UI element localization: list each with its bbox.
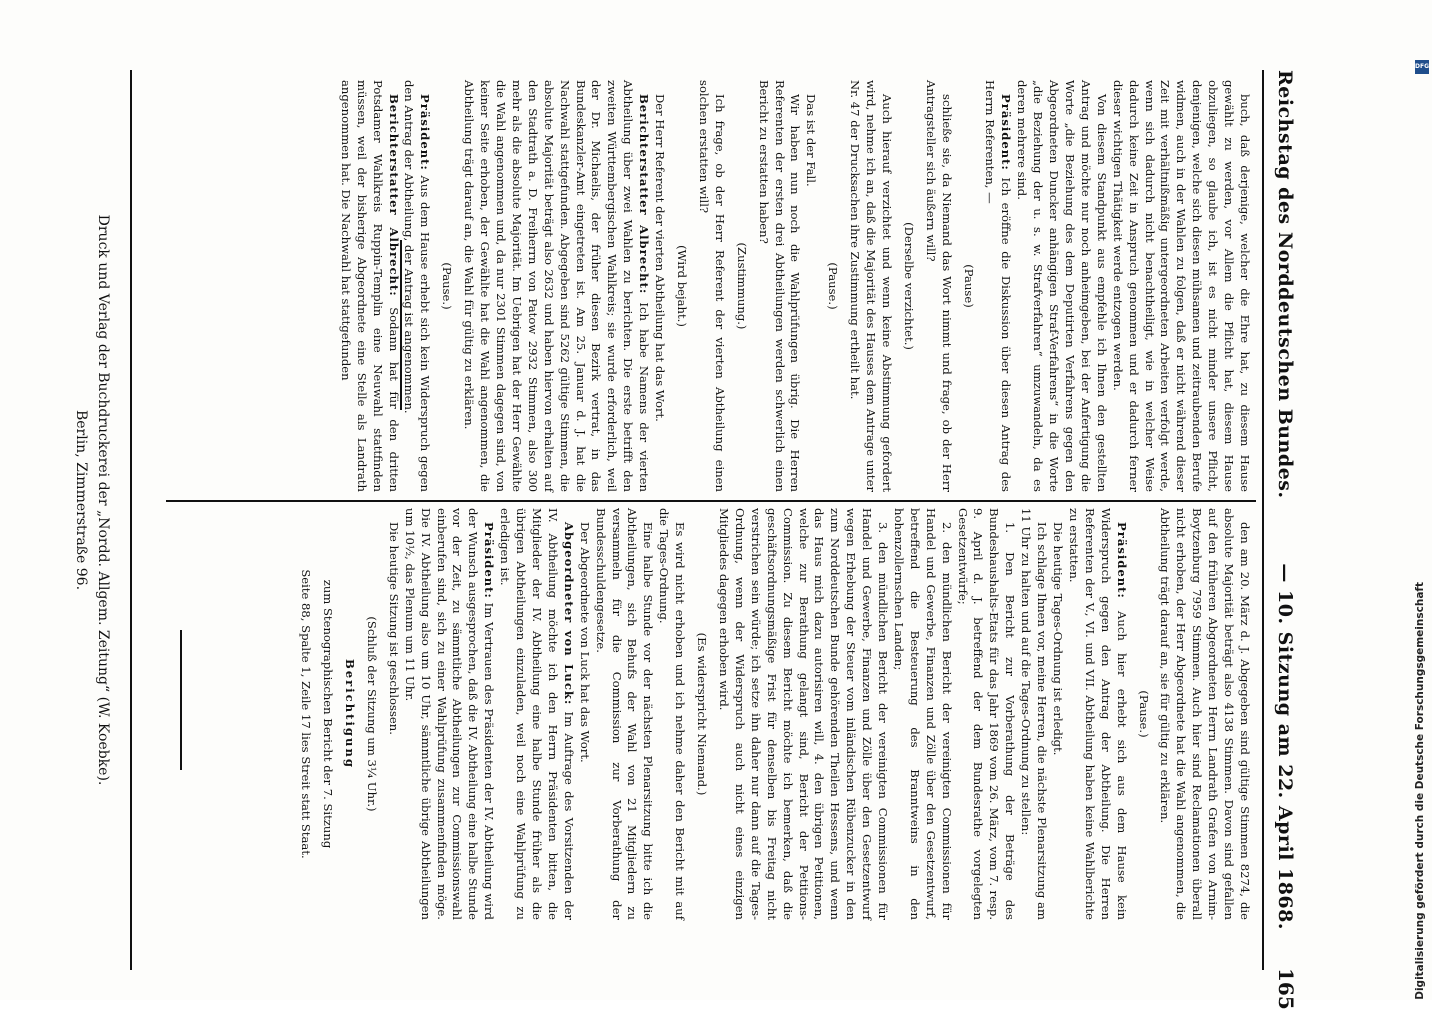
speech-paragraph (401, 508, 496, 920)
paragraph-text: buch, daß derjenige, welcher die Ehre hat, zu diesem Hause gewählt zu werden, vor Allem die Pflicht hat, diesem Hause obzuliegen, so glaube ich, ist es nicht minder unsere Pflicht, denjenigen, welche sich diesen mühsamen und zeitraubenden Berufe widmen, auch in der Wahlen zu folgen, daß er nicht während dieser Zeit mit verhältnißmäßig untergeordneten Arbeiten verfolgt werde, wenn sich dadurch nicht benachtheiligt, wie in welcher Weise dadurch keine Zeit in Anspruch genommen und er dadurch ferner dieser wichtigen Thätigkeit werde entzogen werden. (1110, 80, 1252, 492)
body-paragraph (1013, 80, 1108, 492)
stage-direction (824, 80, 840, 492)
speaker-name: Berichterstatter Albrecht: (386, 94, 401, 297)
paragraph-text: Ich eröffne die Diskussion über diesen Antrag des Herrn Referenten, — (983, 80, 1014, 493)
body-paragraph (655, 508, 687, 920)
paragraph-text: Es wird nicht erhoben und ich nehme daher den Bericht mit auf die Tages-Ordnung. (657, 508, 688, 920)
body-paragraph (802, 80, 818, 492)
stage-direction (297, 508, 313, 920)
body-paragraph (846, 80, 894, 492)
paragraph-text: Sodann hat für den dritten Potsdamer Wahlkreis Ruppin-Templin eine Neuwahl stattfinden müssen, weil der bisherige Abgeordnete eine Stelle als Landrath angenommen hat. Die Nachwahl hat stattgefunden (338, 80, 401, 492)
paragraph-text: (Pause.) (440, 262, 455, 310)
stage-direction (673, 80, 689, 492)
end-rule-right (181, 630, 183, 770)
body-paragraph (651, 80, 667, 492)
page-number: 165 (1274, 968, 1298, 1010)
speech-paragraph (982, 80, 1014, 492)
stage-direction (363, 508, 379, 920)
body-paragraph (576, 508, 592, 920)
speaker-name: Präsident: (999, 94, 1014, 171)
funding-note-text: Digitalisierung gefördert durch die Deutsche Forschungsgemeinschaft (1414, 582, 1426, 1000)
stage-direction (960, 80, 976, 492)
stage-direction (1135, 508, 1151, 920)
paragraph-text: (Es widerspricht Niemand.) (695, 632, 710, 796)
end-rule-left (401, 240, 403, 410)
paragraph-text: Wir haben nun noch die Wahlprüfungen übrig. Die Herren Referenten der ersten drei Abtheilungen werden schwerlich einen Bericht zu erstatten haben? (756, 80, 803, 492)
speech-paragraph (496, 508, 576, 920)
paragraph-text: Das ist der Fall. (804, 94, 819, 187)
footer-rule (131, 70, 133, 970)
body-paragraph (715, 508, 890, 920)
stage-direction (319, 508, 335, 920)
section-title (341, 508, 357, 920)
paragraph-text: Seite 88, Spalte 1, Zeile 17 lies Streit statt Staat. (299, 569, 314, 859)
body-paragraph (1049, 508, 1065, 920)
paragraph-text: 3. den mündlichen Bericht der vereinigten Commissionen für Handel und Gewerbe, Finanzen und Zölle über den Gesetzentwurf wegen Erhebung der Steuer vom inländischen Rübenzucker in den zum Norddeutschen Bunde gehörenden Theilen Hessens, und wenn das Haus mich dazu autorisiren will, 4. den übrigen Petitionen, welche zur Berathung gelangt sind, Bericht der Petitions-Commission. Zu diesem Bericht möchte ich bemerken, daß die geschäftsordnungsmäßige Frist für denselben bis Freitag nicht verstrichen sein würde; ich setze ihn daher nur dann auf die Tages-Ordnung, wenn der Widerspruch auch nicht eines einzigen Mitgliedes dagegen erhoben wird. (717, 508, 891, 920)
body-paragraph (922, 80, 954, 492)
body-paragraph (1017, 508, 1049, 920)
paragraph-text: (Wird bejaht.) (675, 245, 689, 327)
speaker-name: Präsident: (482, 522, 497, 599)
paragraph-text: (Pause) (961, 264, 976, 308)
imprint-line-2: Berlin, Zimmerstraße 96. (73, 409, 89, 591)
paragraph-text: Im Auftrage des Vorsitzenden der IV. Abtheilung möchte ich den Herrn Präsidenten bitten, die Mitglieder der IV. Abtheilung eine halbe Stunde früher als die übrigen Abtheilungen einzuladen, weil noch eine Wahlprüfung zu erledigen ist. (498, 508, 576, 921)
dfg-logo: DFG (1415, 60, 1429, 74)
paragraph-text: schließe sie, da Niemand das Wort nimmt und frage, ob der Herr Antragsteller sich äußern will? (923, 80, 954, 492)
paragraph-text: Die heutige Sitzung ist geschlossen. (386, 522, 401, 735)
running-header (1268, 70, 1300, 930)
paragraph-text: den am 20. März d. J. Abgegeben sind gültige Stimmen 8274, die absolute Majorität beträgt also 4138 Stimmen. Davon sind gefallen auf den früheren Abgeordneten Herrn Landrath Grafen von Arnim-Boytzenburg 7959 Stimmen. Auch hier sind Reclamationen überall nicht erhoben, der Herr Abgeordnete hat die Wahl angenommen, die Abtheilung trägt darauf an, sie für gültig zu erklären. (1158, 508, 1252, 920)
paragraph-text: Im Vertrauen des Präsidenten der IV. Abtheilung wird der Wunsch ausgesprochen, daß die IV. Abtheilung eine halbe Stunde vor der Zeit, zu sämmtliche Abtheilungen zur Commissionswahl einberufen sind, sich zu einer Wahlprüfung zusammenfinden möge. Die IV. Abtheilung also um 10 Uhr, sämmtliche übrige Abtheilungen um 10½, das Plenum um 11 Uhr. (402, 508, 497, 920)
header-session: — 10. Sitzung am 22. April 1868. (1274, 563, 1296, 930)
right-column (182, 508, 1252, 920)
column-divider (166, 500, 1256, 502)
paragraph-text: Berichtigung (343, 658, 358, 769)
stage-direction (693, 508, 709, 920)
paragraph-text: Der Herr Referent der vierten Abtheilung hat das Wort. (653, 94, 668, 422)
speaker-name: Abgeordneter von Luck: (561, 522, 576, 706)
paragraph-text: Der Abgeordnete von Luck hat das Wort. (577, 522, 592, 763)
body-paragraph (755, 80, 803, 492)
paragraph-text: Aus dem Hause erhebt sich kein Widerspruch gegen den Antrag der Abtheilung, der Antrag ist angenommen. (402, 80, 433, 492)
paragraph-text: (Pause.) (1136, 690, 1151, 738)
paragraph-text: (Pause.) (826, 262, 841, 310)
speaker-name: Präsident: (1114, 522, 1129, 599)
stage-direction (900, 80, 916, 492)
paragraph-text: Ich frage, ob der Herr Referent der vierten Abtheilung einen solchen erstatten will? (696, 80, 727, 492)
paragraph-text: Auch hierauf verzichtet und wenn keine Abstimmung gefordert wird, nehme ich an, daß die Majorität des Hauses dem Antrage unter Nr. 47 der Drucksachen ihre Zustimmung ertheilt hat. (848, 80, 894, 492)
paragraph-text: zum Stenographischen Bericht der 7. Sitzung (321, 579, 336, 849)
speaker-name: Berichterstatter Albrecht: (637, 94, 652, 295)
body-paragraph (890, 508, 954, 920)
speech-paragraph (401, 80, 433, 492)
paragraph-text: Eine halbe Stunde vor der nächsten Plenarsitzung bitte ich die Abtheilungen, sich Behufs der Wahl von 21 Mitgliedern zu versammeln für die Commission zur Vorberathung der Bundesschuldengesetze. (593, 508, 656, 920)
funding-note (1412, 60, 1432, 1000)
body-paragraph (385, 508, 401, 920)
paragraph-text: Die heutige Tages-Ordnung ist erledigt. (1051, 522, 1066, 756)
paragraph-text: Auch hier erhebt sich aus dem Hause kein Widerspruch gegen den Antrag der Abtheilung. Die Herren Referenten der V., VI. und VII. Abtheilung haben keine Wahlberichte zu erstatten. (1066, 508, 1129, 921)
paragraph-text: (Zustimmung.) (734, 242, 749, 330)
paragraph-text: Von diesem Standpunkt aus empfehle ich Ihnen den gestellten Antrag und möchte nur noch anheimgeben, bei der Anfertigung die Worte „die Beziehung des dem Deputirten Verfahrens gegen den Abgeordneten Duncker anhängigen Straf-Verfahrens“ in die Worte „die Beziehung der u. s. w. Strafverfahren“ umzuwandeln, da es deren mehrere sind. (1015, 80, 1109, 492)
stage-direction (733, 80, 749, 492)
left-column (338, 80, 1252, 493)
imprint-footer (70, 0, 114, 1000)
imprint-line-1: Druck und Verlag der Buchdruckerei der „Nordd. Allgem. Zeitung“ (W. Koebke). (95, 214, 111, 786)
body-paragraph (1109, 80, 1252, 492)
paragraph-text: Ich habe Namens der vierten Abtheilung über zwei Wahlen zu berichten. Die erste betrifft den zweiten Württembergischen Wahlkreis; sie wurde erforderlich, weil der Dr. Michaelis, der früher diesen Bezirk vertrat, in das Bundeskanzler-Amt eingetreten ist. Am 25. Januar d. J. hat die Nachwahl stattgefunden. Abgegeben sind 5262 gültige Stimmen, die absolute Majorität beträgt also 2632 und haben hiervon erhalten auf den Stadtrath a. D. Freiherrn von Patow 2932 Stimmen, also 300 mehr als die absolute Majorität. Im Uebrigen hat der Herr Gewählte die Wahl angenommen und, da nur 2301 Stimmen dagegen sind, von keiner Seite erhoben, der Gewählte hat die Wahl angenommen, die Abtheilung trägt darauf an, die Wahl für gültig zu erklären. (462, 80, 652, 492)
speech-paragraph (337, 80, 401, 492)
header-rule (1262, 70, 1264, 970)
speech-paragraph (1065, 508, 1129, 920)
body-paragraph (954, 508, 1018, 920)
stage-direction (438, 80, 454, 492)
paragraph-text: 1. Den Bericht zur Vorberathung der Beträge des Bundeshaushalts-Etats für das Jahr 1869 vom 26. März, vom 7. resp. 9. April d. J. betreffend der dem Bundesrathe vorgelegten Gesetzentwürfe; (955, 508, 1018, 920)
paragraph-text: 2. den mündlichen Bericht der vereinigten Commissionen für Handel und Gewerbe, Finanzen und Zölle über den Gesetzentwurf, betreffend die Besteuerung des Branntweins in den hohenzollernschen Landen; (891, 508, 954, 920)
body-paragraph (1157, 508, 1252, 920)
paragraph-text: (Derselbe verzichtet.) (901, 222, 916, 350)
speaker-name: Präsident: (418, 94, 433, 171)
header-title: Reichstag des Norddeutschen Bundes. (1274, 70, 1296, 499)
body-paragraph (695, 80, 727, 492)
speech-paragraph (460, 80, 651, 492)
body-paragraph (592, 508, 656, 920)
paragraph-text: Ich schlage Ihnen vor, meine Herren, die nächste Plenarsitzung am 11 Uhr zu halten und auf die Tages-Ordnung zu stellen: (1019, 508, 1050, 920)
paragraph-text: (Schluß der Sitzung um 3¼ Uhr.) (364, 616, 379, 812)
